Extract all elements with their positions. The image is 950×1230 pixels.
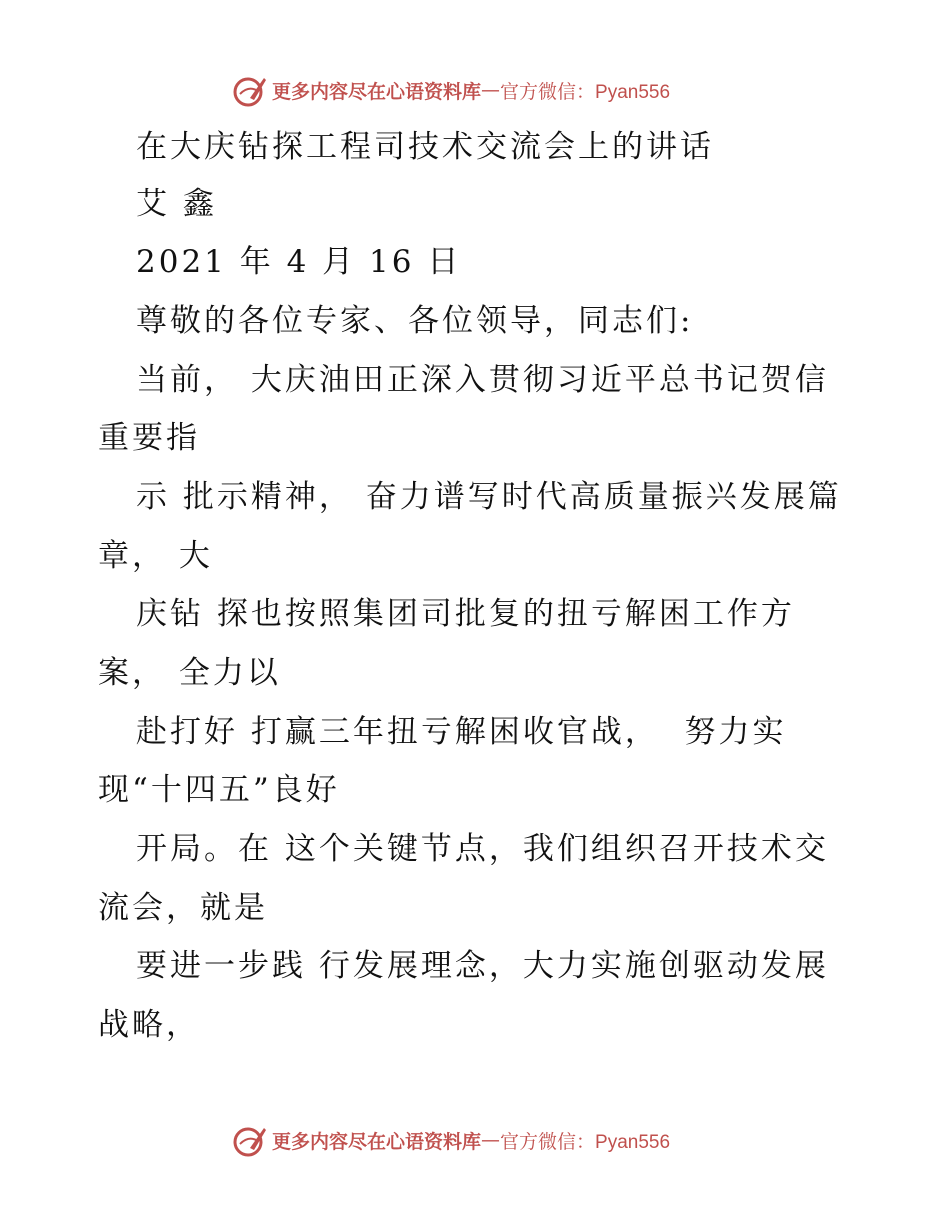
watermark-text: 更多内容尽在心语资料库 (272, 1130, 482, 1153)
watermark-dash: — (481, 79, 501, 101)
paragraph-line: 案， 全力以 (98, 655, 281, 691)
paragraph-line: 章， 大 (98, 538, 213, 574)
document-author: 艾 鑫 (136, 186, 217, 222)
watermark-header (232, 70, 670, 110)
watermark-text: 更多内容尽在心语资料库 (272, 80, 482, 103)
paragraph-line: 流会，就是 (98, 890, 268, 926)
document-date: 2021 年 4 月 16 日 (136, 244, 462, 280)
paragraph-line: 重要指 (98, 420, 200, 456)
document-salutation: 尊敬的各位专家、各位领导，同志们: (136, 303, 694, 339)
paragraph-line: 庆钻 探也按照集团司批复的扭亏解困工作方 (136, 596, 795, 632)
quill-logo-icon (232, 72, 268, 108)
paragraph-line: 示 批示精神， 奋力谱写时代高质量振兴发展篇 (136, 479, 842, 515)
watermark-account: 官方微信：Pyan556 (500, 1131, 671, 1153)
paragraph-line: 当前， 大庆油田正深入贯彻习近平总书记贺信 (136, 362, 829, 398)
watermark-footer (232, 1120, 670, 1160)
paragraph-line: 赴打好 打赢三年扭亏解困收官战， 努力实 (136, 714, 787, 750)
paragraph-line: 要进一步践 行发展理念，大力实施创驱动发展 (136, 948, 829, 984)
paragraph-line: 现“十四五”良好 (98, 772, 340, 808)
paragraph-line: 开局。在 这个关键节点，我们组织召开技术交 (136, 831, 829, 867)
quill-logo-icon (232, 1122, 268, 1158)
document-title: 在大庆钻探工程司技术交流会上的讲话 (136, 129, 714, 165)
paragraph-line: 战略， (98, 1007, 200, 1043)
watermark-dash: — (481, 1129, 501, 1151)
watermark-account: 官方微信：Pyan556 (500, 81, 671, 103)
